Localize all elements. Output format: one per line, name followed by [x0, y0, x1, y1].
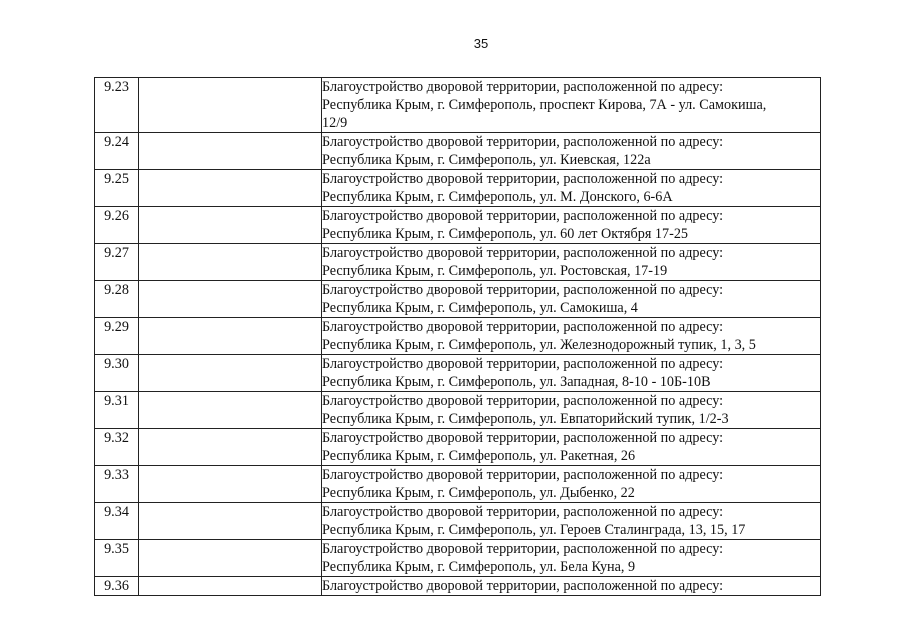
description-line: Благоустройство дворовой территории, расположенной по адресу: — [322, 541, 724, 557]
description-line: Благоустройство дворовой территории, расположенной по адресу: — [322, 467, 724, 483]
table-row — [95, 355, 821, 392]
item-description — [322, 207, 821, 244]
item-number: 9.32 — [95, 429, 139, 466]
empty-cell — [139, 355, 322, 392]
empty-cell — [139, 577, 322, 596]
item-description — [322, 466, 821, 503]
item-description — [322, 355, 821, 392]
item-description — [322, 244, 821, 281]
item-number: 9.23 — [95, 78, 139, 133]
description-line: Республика Крым, г. Симферополь, ул. Ракетная, 26 — [322, 448, 636, 464]
table-row — [95, 133, 821, 170]
item-number: 9.24 — [95, 133, 139, 170]
table-row — [95, 466, 821, 503]
item-number: 9.26 — [95, 207, 139, 244]
table-row — [95, 170, 821, 207]
description-line: Благоустройство дворовой территории, расположенной по адресу: — [322, 171, 724, 187]
description-line: Республика Крым, г. Симферополь, ул. Ростовская, 17-19 — [322, 263, 668, 279]
item-description — [322, 429, 821, 466]
item-description — [322, 133, 821, 170]
table-row — [95, 392, 821, 429]
empty-cell — [139, 318, 322, 355]
document-table — [94, 77, 821, 596]
description-line: Благоустройство дворовой территории, расположенной по адресу: — [322, 79, 724, 95]
description-line: 12/9 — [322, 115, 348, 131]
empty-cell — [139, 540, 322, 577]
table-row — [95, 78, 821, 133]
table-row — [95, 429, 821, 466]
description-line: Республика Крым, г. Симферополь, ул. Бела Куна, 9 — [322, 559, 636, 575]
description-line: Благоустройство дворовой территории, расположенной по адресу: — [322, 393, 724, 409]
table-row — [95, 577, 821, 596]
empty-cell — [139, 133, 322, 170]
item-number: 9.33 — [95, 466, 139, 503]
description-line: Благоустройство дворовой территории, расположенной по адресу: — [322, 578, 724, 594]
description-line: Республика Крым, г. Симферополь, ул. Самокиша, 4 — [322, 300, 638, 316]
description-line: Благоустройство дворовой территории, расположенной по адресу: — [322, 208, 724, 224]
item-description — [322, 577, 821, 596]
description-line: Благоустройство дворовой территории, расположенной по адресу: — [322, 282, 724, 298]
table-row — [95, 281, 821, 318]
page-number: 35 — [473, 36, 489, 51]
item-number: 9.30 — [95, 355, 139, 392]
item-number: 9.27 — [95, 244, 139, 281]
table-row — [95, 244, 821, 281]
item-description — [322, 78, 821, 133]
item-description — [322, 318, 821, 355]
empty-cell — [139, 244, 322, 281]
description-line: Республика Крым, г. Симферополь, ул. 60 лет Октября 17-25 — [322, 226, 689, 242]
table-row — [95, 318, 821, 355]
description-line: Благоустройство дворовой территории, расположенной по адресу: — [322, 134, 724, 150]
item-description — [322, 503, 821, 540]
empty-cell — [139, 207, 322, 244]
description-line: Республика Крым, г. Симферополь, ул. Киевская, 122а — [322, 152, 651, 168]
empty-cell — [139, 503, 322, 540]
item-number: 9.29 — [95, 318, 139, 355]
item-number: 9.25 — [95, 170, 139, 207]
description-line: Благоустройство дворовой территории, расположенной по адресу: — [322, 504, 724, 520]
description-line: Благоустройство дворовой территории, расположенной по адресу: — [322, 356, 724, 372]
empty-cell — [139, 429, 322, 466]
table-row — [95, 540, 821, 577]
description-line: Республика Крым, г. Симферополь, ул. М. Донского, 6-6А — [322, 189, 673, 205]
item-number: 9.31 — [95, 392, 139, 429]
description-line: Республика Крым, г. Симферополь, ул. Западная, 8-10 - 10Б-10В — [322, 374, 711, 390]
item-description — [322, 170, 821, 207]
empty-cell — [139, 78, 322, 133]
description-line: Благоустройство дворовой территории, расположенной по адресу: — [322, 319, 724, 335]
item-description — [322, 392, 821, 429]
description-line: Республика Крым, г. Симферополь, ул. Героев Сталинграда, 13, 15, 17 — [322, 522, 746, 538]
description-line: Республика Крым, г. Симферополь, ул. Железнодорожный тупик, 1, 3, 5 — [322, 337, 756, 353]
empty-cell — [139, 466, 322, 503]
item-number: 9.34 — [95, 503, 139, 540]
description-line: Республика Крым, г. Симферополь, проспект Кирова, 7А - ул. Самокиша, — [322, 97, 767, 113]
description-line: Благоустройство дворовой территории, расположенной по адресу: — [322, 430, 724, 446]
item-number: 9.35 — [95, 540, 139, 577]
description-line: Республика Крым, г. Симферополь, ул. Евпаторийский тупик, 1/2-3 — [322, 411, 729, 427]
item-description — [322, 281, 821, 318]
empty-cell — [139, 281, 322, 318]
description-line: Республика Крым, г. Симферополь, ул. Дыбенко, 22 — [322, 485, 635, 501]
empty-cell — [139, 170, 322, 207]
empty-cell — [139, 392, 322, 429]
table-row — [95, 207, 821, 244]
table-row — [95, 503, 821, 540]
item-description — [322, 540, 821, 577]
description-line: Благоустройство дворовой территории, расположенной по адресу: — [322, 245, 724, 261]
item-number: 9.28 — [95, 281, 139, 318]
item-number: 9.36 — [95, 577, 139, 596]
